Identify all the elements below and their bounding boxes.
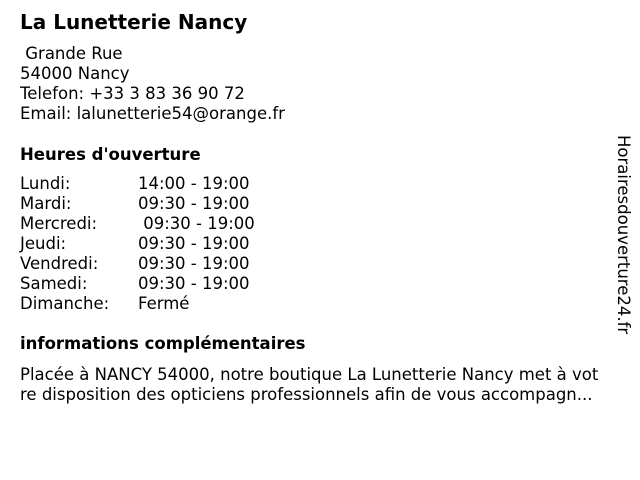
hours-time: 09:30 - 19:00 [138, 214, 255, 233]
info-text-line: re disposition des opticiens professionnels afin de vous accompagn... [20, 385, 593, 404]
hours-time: Fermé [138, 294, 190, 313]
address-city: 54000 Nancy [20, 64, 130, 83]
hours-day: Samedi: [20, 274, 88, 293]
phone-number: Telefon: +33 3 83 36 90 72 [20, 84, 245, 103]
site-watermark: Horairesdouverture24.fr [614, 135, 633, 335]
info-text-line: Placée à NANCY 54000, notre boutique La Lunetterie Nancy met à vot [20, 365, 599, 384]
opening-hours-heading: Heures d'ouverture [20, 145, 201, 164]
hours-day: Mardi: [20, 194, 72, 213]
additional-info-text [20, 365, 630, 405]
hours-time: 09:30 - 19:00 [138, 254, 250, 273]
email-address: Email: lalunetterie54@orange.fr [20, 104, 285, 123]
additional-info-heading: informations complémentaires [20, 334, 306, 353]
hours-day: Mercredi: [20, 214, 98, 233]
hours-day: Vendredi: [20, 254, 99, 273]
store-contact-block [20, 44, 285, 124]
hours-time: 09:30 - 19:00 [138, 274, 250, 293]
hours-day: Dimanche: [20, 294, 110, 313]
hours-day: Lundi: [20, 174, 71, 193]
hours-day: Jeudi: [20, 234, 67, 253]
hours-time: 09:30 - 19:00 [138, 194, 250, 213]
hours-time: 09:30 - 19:00 [138, 234, 250, 253]
address-street: Grande Rue [20, 44, 123, 63]
store-name: La Lunetterie Nancy [20, 10, 248, 34]
hours-time: 14:00 - 19:00 [138, 174, 250, 193]
